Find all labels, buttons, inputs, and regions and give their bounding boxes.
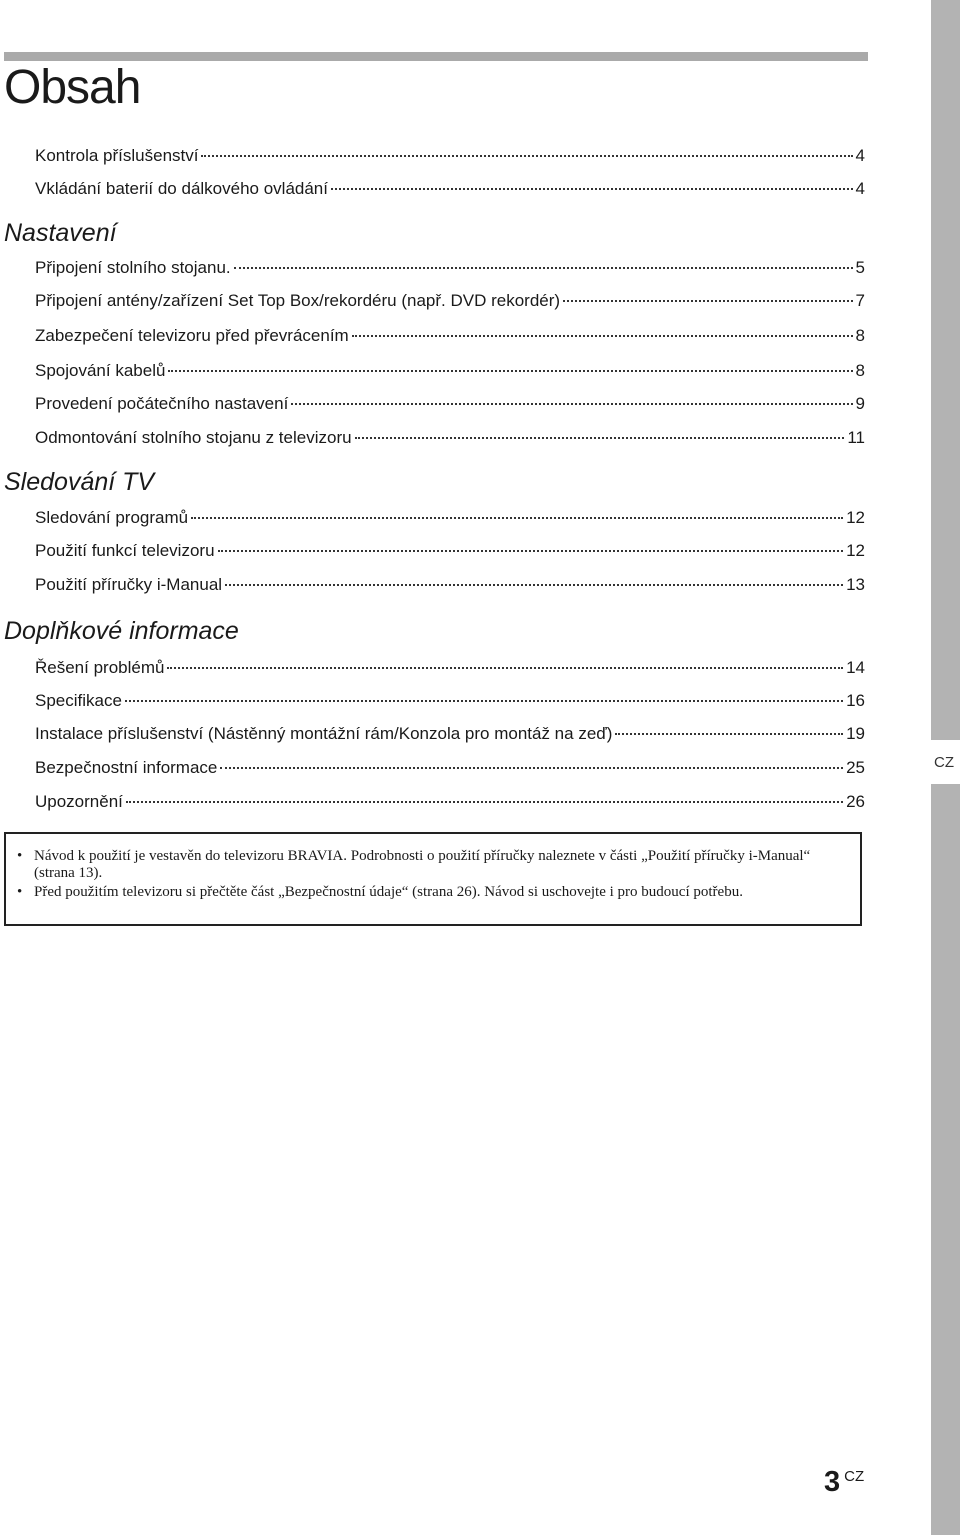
toc-entry-text: Připojení antény/zařízení Set Top Box/rekordéru (např. DVD rekordér) — [35, 291, 561, 310]
toc-entry[interactable] — [35, 658, 865, 686]
toc-entry-page: 14 — [846, 658, 865, 677]
toc-entry-page: 16 — [846, 691, 865, 710]
dot-leader — [225, 584, 843, 586]
dot-leader — [201, 155, 852, 157]
toc-entry[interactable] — [35, 691, 865, 719]
dot-leader — [355, 437, 845, 439]
toc-entry-text: Provedení počátečního nastavení — [35, 394, 289, 413]
toc-entry-page: 4 — [855, 179, 865, 198]
dot-leader — [291, 403, 852, 405]
language-tab: CZ — [922, 740, 960, 784]
section-heading: Sledování TV — [4, 468, 155, 496]
toc-entry-text: Použití funkcí televizoru — [35, 541, 215, 560]
toc-entry[interactable] — [35, 146, 865, 174]
notes-box — [4, 832, 862, 926]
toc-entry-text: Připojení stolního stojanu. — [35, 258, 231, 277]
toc-entry[interactable] — [35, 758, 865, 786]
page-number-value: 3 — [824, 1466, 841, 1498]
toc-entry-text: Sledování programů — [35, 508, 189, 527]
toc-entry-page: 25 — [846, 758, 865, 777]
toc-entry[interactable] — [35, 724, 865, 752]
toc-entry-page: 4 — [855, 146, 865, 165]
toc-entry[interactable] — [35, 508, 865, 536]
dot-leader — [234, 267, 853, 269]
toc-entry-text: Specifikace — [35, 691, 122, 710]
section-heading: Doplňkové informace — [4, 617, 239, 645]
dot-leader — [220, 767, 843, 769]
toc-entry-page: 12 — [846, 508, 865, 527]
dot-leader — [218, 550, 844, 552]
dot-leader — [168, 370, 852, 372]
toc-entry-text: Použití příručky i-Manual — [35, 575, 223, 594]
page-number-suffix: CZ — [844, 1468, 865, 1485]
note-text: Před použitím televizoru si přečtěte část „Bezpečnostní údaje“ (strana 26). Návod si uschovejte i pro budoucí potřebu. — [34, 884, 743, 900]
dot-leader — [563, 300, 852, 302]
dot-leader — [125, 700, 843, 702]
toc-entry-page: 26 — [846, 792, 865, 811]
toc-entry-page: 11 — [847, 428, 865, 447]
toc-entry-text: Řešení problémů — [35, 658, 165, 677]
toc-entry-page: 8 — [855, 326, 865, 345]
dot-leader — [167, 667, 843, 669]
toc-entry-text: Spojování kabelů — [35, 361, 166, 380]
bullet-icon: • — [17, 848, 23, 864]
toc-entry-text: Kontrola příslušenství — [35, 146, 199, 165]
dot-leader — [331, 188, 853, 190]
toc-entry[interactable] — [35, 575, 865, 603]
toc-entry-text: Odmontování stolního stojanu z televizoru — [35, 428, 352, 447]
toc-entry-page: 5 — [855, 258, 865, 277]
toc-entry-page: 19 — [846, 724, 865, 743]
note-item — [17, 848, 842, 882]
toc-entry[interactable] — [35, 258, 865, 286]
toc-entry-page: 9 — [855, 394, 865, 413]
toc-entry-text: Bezpečnostní informace — [35, 758, 218, 777]
toc-entry[interactable] — [35, 394, 865, 422]
dot-leader — [352, 335, 853, 337]
note-item — [17, 884, 842, 901]
toc-entry[interactable] — [35, 179, 865, 207]
toc-entry-text: Upozornění — [35, 792, 123, 811]
toc-entry-text: Zabezpečení televizoru před převrácením — [35, 326, 349, 345]
dot-leader — [126, 801, 843, 803]
dot-leader — [191, 517, 843, 519]
dot-leader — [615, 733, 843, 735]
toc-entry-text: Instalace příslušenství (Nástěnný montážní rám/Konzola pro montáž na zeď) — [35, 724, 613, 743]
toc-entry-text: Vkládání baterií do dálkového ovládání — [35, 179, 328, 198]
toc-entry-page: 7 — [855, 291, 865, 310]
toc-entry[interactable] — [35, 361, 865, 389]
toc-entry[interactable] — [35, 541, 865, 569]
toc-entry-page: 12 — [846, 541, 865, 560]
toc-entry-page: 13 — [846, 575, 865, 594]
bullet-icon: • — [17, 884, 23, 900]
toc-entry[interactable] — [35, 326, 865, 354]
section-heading: Nastavení — [4, 219, 117, 247]
toc-entry-page: 8 — [855, 361, 865, 380]
page-number — [824, 1466, 864, 1499]
page-title: Obsah — [4, 61, 141, 114]
toc-entry[interactable] — [35, 792, 865, 820]
notes-list — [17, 848, 842, 901]
note-text: Návod k použití je vestavěn do televizoru BRAVIA. Podrobnosti o použití příručky naleznete v části „Použití příručky i-Manual“ (strana 13). — [34, 848, 811, 881]
toc-entry[interactable] — [35, 428, 865, 456]
toc-entry[interactable] — [35, 291, 865, 319]
